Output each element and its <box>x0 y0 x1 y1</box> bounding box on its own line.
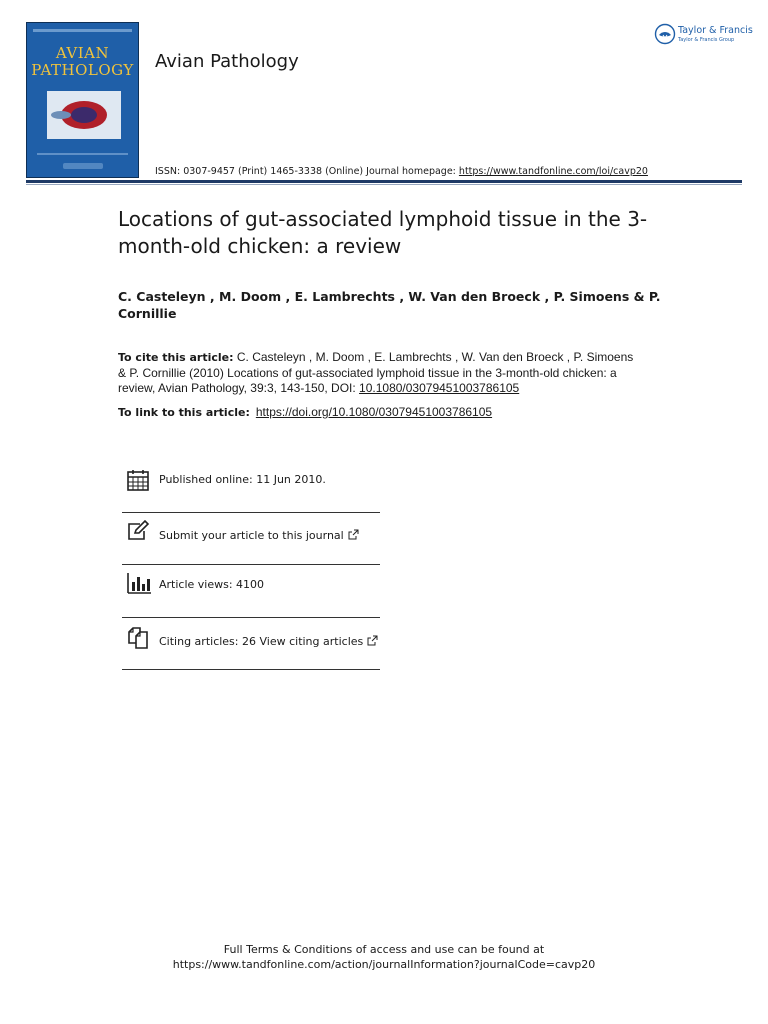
journal-cover-image <box>26 22 139 178</box>
info-divider <box>122 564 380 565</box>
info-divider <box>122 512 380 513</box>
info-divider <box>122 617 380 618</box>
citation-block <box>118 350 638 397</box>
edit-icon <box>126 520 150 542</box>
journal-homepage-link[interactable]: https://www.tandfonline.com/loi/cavp20 <box>458 166 648 177</box>
cite-label: To cite this article: <box>118 351 234 364</box>
cover-illustration <box>47 91 121 139</box>
link-label: To link to this article: <box>118 406 250 419</box>
publisher-subtitle: Taylor & Francis Group <box>678 37 735 43</box>
citing-articles-text: Citing articles: 26 View citing articles <box>159 635 364 648</box>
submit-article-link[interactable] <box>159 529 359 542</box>
cover-title <box>27 45 138 79</box>
terms-text: Full Terms & Conditions of access and use can be found at <box>223 943 545 956</box>
issn-text: ISSN: 0307-9457 (Print) 1465-3338 (Online) Journal homepage: <box>155 166 459 177</box>
article-doi-link[interactable]: https://doi.org/10.1080/03079451003786105 <box>255 405 493 419</box>
calendar-icon <box>126 468 150 492</box>
cover-title-line2: PATHOLOGY <box>31 61 134 79</box>
article-views-text: Article views: 4100 <box>159 578 265 591</box>
article-authors: C. Casteleyn , M. Doom , E. Lambrechts , W. Van den Broeck , P. Simoens & P. Cornillie <box>118 289 661 321</box>
citing-articles-row[interactable] <box>122 626 380 652</box>
published-online-text: Published online: 11 Jun 2010. <box>159 473 326 486</box>
published-online-row <box>122 468 380 494</box>
cover-title-line1: AVIAN <box>55 44 110 62</box>
header-divider <box>26 180 742 183</box>
cover-decoration <box>33 29 132 32</box>
cover-publisher-mark <box>63 163 103 169</box>
terms-footer <box>0 942 768 972</box>
cite-doi-link[interactable]: 10.1080/03079451003786105 <box>359 381 520 395</box>
info-divider <box>122 669 380 670</box>
article-title: Locations of gut-associated lymphoid tissue in the 3-month-old chicken: a review <box>118 207 648 258</box>
cover-fine-print <box>37 153 128 155</box>
citing-articles-icon <box>126 626 150 650</box>
citing-articles-link[interactable] <box>159 635 378 648</box>
bar-chart-icon <box>126 572 152 594</box>
article-link-line <box>118 405 678 420</box>
external-link-icon <box>367 635 378 646</box>
cite-text: C. Casteleyn , M. Doom , E. Lambrechts , W. Van den Broeck , P. Simoens & P. Cornillie (2010) Locations of gut-associated lymphoid tissue in the 3-month-old chicken: a review, Avian Pathology, 39:3, 143-150, DOI: <box>118 350 634 395</box>
taylor-francis-logo[interactable] <box>654 23 753 47</box>
terms-url[interactable]: https://www.tandfonline.com/action/journalInformation?journalCode=cavp20 <box>172 958 596 971</box>
publisher-name: Taylor & Francis <box>678 25 753 36</box>
submit-article-text: Submit your article to this journal <box>159 529 344 542</box>
taylor-francis-logo-icon <box>654 23 676 45</box>
issn-line <box>155 166 648 177</box>
external-link-icon <box>348 529 359 540</box>
submit-article-row[interactable] <box>122 520 380 546</box>
journal-name: Avian Pathology <box>155 51 299 72</box>
article-views-row <box>122 572 380 598</box>
header-divider-thin <box>26 184 742 185</box>
